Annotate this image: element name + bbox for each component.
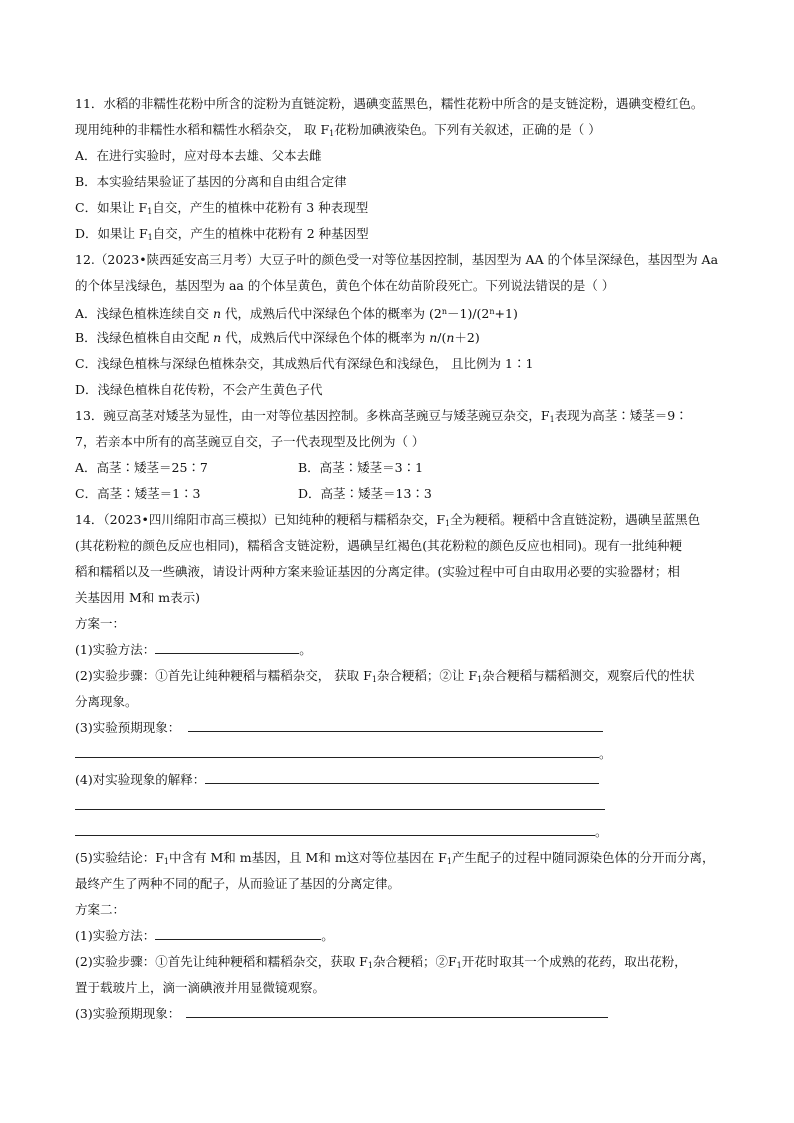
plan1-explain-line-2: [75, 798, 605, 814]
q13-option-b: B．高茎∶矮茎＝3∶1: [298, 460, 424, 475]
q14-stem-line-4: 关基因用 M和 m表示): [75, 590, 200, 605]
plan2-method-blank[interactable]: [155, 928, 321, 940]
plan1-steps-line-1: (2)实验步骤：①首先让纯种粳稻与糯稻杂交， 获取 $F_1$杂合粳稻；②让 $F_1$杂合粳稻与糯稻测交，观察后代的性状: [75, 668, 695, 684]
q11-option-a: A．在进行实验时，应对母本去雄、父本去雌: [75, 148, 322, 163]
plan1-explain-line-3: 。: [75, 824, 608, 840]
q11-stem-line-2: 现用纯种的非糯性水稻和糯性水稻杂交， 取 $F_1$花粉加碘液染色。下列有关叙述，正确的是（ ）: [75, 122, 601, 138]
q12-option-c: C．浅绿色植株与深绿色植株杂交，其成熟后代有深绿色和浅绿色， 且比例为 1∶1: [75, 356, 534, 371]
plan1-explain: (4)对实验现象的解释：: [75, 772, 599, 788]
plan1-explain-blank-3[interactable]: [75, 824, 595, 836]
plan1-explain-blank-1[interactable]: [205, 772, 599, 784]
q13-stem-line-2: 7，若亲本中所有的高茎豌豆自交，子一代表现型及比例为（ ）: [75, 434, 425, 449]
q12-option-d: D．浅绿色植株自花传粉，不会产生黄色子代: [75, 382, 323, 397]
q14-stem-line-1: 14．（2023•四川绵阳市高三模拟）已知纯种的粳稻与糯稻杂交，$F_1$全为粳稻。粳稻中含直链淀粉，遇碘呈蓝黑色: [75, 512, 701, 528]
q11-option-d: D．如果让 $F_1$自交，产生的植株中花粉有 2 种基因型: [75, 226, 369, 242]
plan1-conclusion-line-2: 最终产生了两种不同的配子，从而验证了基因的分离定律。: [75, 876, 401, 891]
plan1-method-blank[interactable]: [155, 642, 299, 654]
plan2-title: 方案二：: [75, 902, 126, 917]
plan1-expect: (3)实验预期现象：: [75, 720, 603, 736]
plan1-expect-line-2: 。: [75, 746, 612, 762]
q13-option-a: A．高茎∶矮茎＝25∶7: [75, 460, 208, 475]
q13-stem-line-1: 13．豌豆高茎对矮茎为显性，由一对等位基因控制。多株高茎豌豆与矮茎豌豆杂交，$F_1$表现为高茎∶矮茎＝9∶: [75, 408, 688, 424]
plan2-expect-blank[interactable]: [186, 1006, 608, 1018]
plan2-steps-line-1: (2)实验步骤：①首先让纯种粳稻和糯稻杂交，获取 $F_1$杂合粳稻；$②F_1$开花时取其一个成熟的花药，取出花粉，: [75, 954, 687, 970]
plan2-method: (1)实验方法： 。: [75, 928, 334, 943]
q12-stem-line-1: 12.（2023•陕西延安高三月考）大豆子叶的颜色受一对等位基因控制，基因型为 AA 的个体呈深绿色，基因型为 Aa: [75, 252, 719, 267]
q11-option-c: C．如果让 $F_1$自交，产生的植株中花粉有 3 种表现型: [75, 200, 369, 216]
plan1-expect-blank-2[interactable]: [75, 746, 599, 758]
plan1-steps-line-2: 分离现象。: [75, 694, 138, 709]
plan1-explain-blank-2[interactable]: [75, 798, 605, 810]
q12-option-b: B．浅绿色植株自由交配 n 代，成熟后代中深绿色个体的概率为 n/(n＋2): [75, 330, 480, 345]
plan2-expect: (3)实验预期现象：: [75, 1006, 608, 1022]
q12-option-a: A．浅绿色植株连续自交 n 代，成熟后代中深绿色个体的概率为 $(2^n-1)/(2^n+1)$: [75, 306, 518, 321]
q13-option-c: C．高茎∶矮茎＝1∶3: [75, 486, 201, 501]
q14-stem-line-2: (其花粉粒的颜色反应也相同)，糯稻含支链淀粉，遇碘呈红褐色(其花粉粒的颜色反应也相同)。现有一批纯种粳: [75, 538, 683, 553]
q11-stem-line-1: 11．水稻的非糯性花粉中所含的淀粉为直链淀粉，遇碘变蓝黑色，糯性花粉中所含的是支链淀粉，遇碘变橙红色。: [75, 96, 704, 111]
plan2-steps-line-2: 置于载玻片上，滴一滴碘液并用显微镜观察。: [75, 980, 326, 995]
q11-option-b: B．本实验结果验证了基因的分离和自由组合定律: [75, 174, 347, 189]
plan1-method: (1)实验方法： 。: [75, 642, 312, 657]
q14-stem-line-3: 稻和糯稻以及一些碘液，请设计两种方案来验证基因的分离定律。(实验过程中可自由取用必要的实验器材；相: [75, 564, 680, 579]
q13-option-d: D．高茎∶矮茎＝13∶3: [298, 486, 432, 501]
plan1-conclusion-line-1: (5)实验结论：$F_1$中含有 M和 m基因，且 M和 m这对等位基因在 $F_1$产生配子的过程中随同源染色体的分开而分离，: [75, 850, 715, 866]
plan1-expect-blank-1[interactable]: [188, 720, 603, 732]
q12-stem-line-2: 的个体呈浅绿色，基因型为 aa 的个体呈黄色，黄色个体在幼苗阶段死亡。下列说法错误的是（ ）: [75, 278, 615, 293]
plan1-title: 方案一：: [75, 616, 126, 631]
